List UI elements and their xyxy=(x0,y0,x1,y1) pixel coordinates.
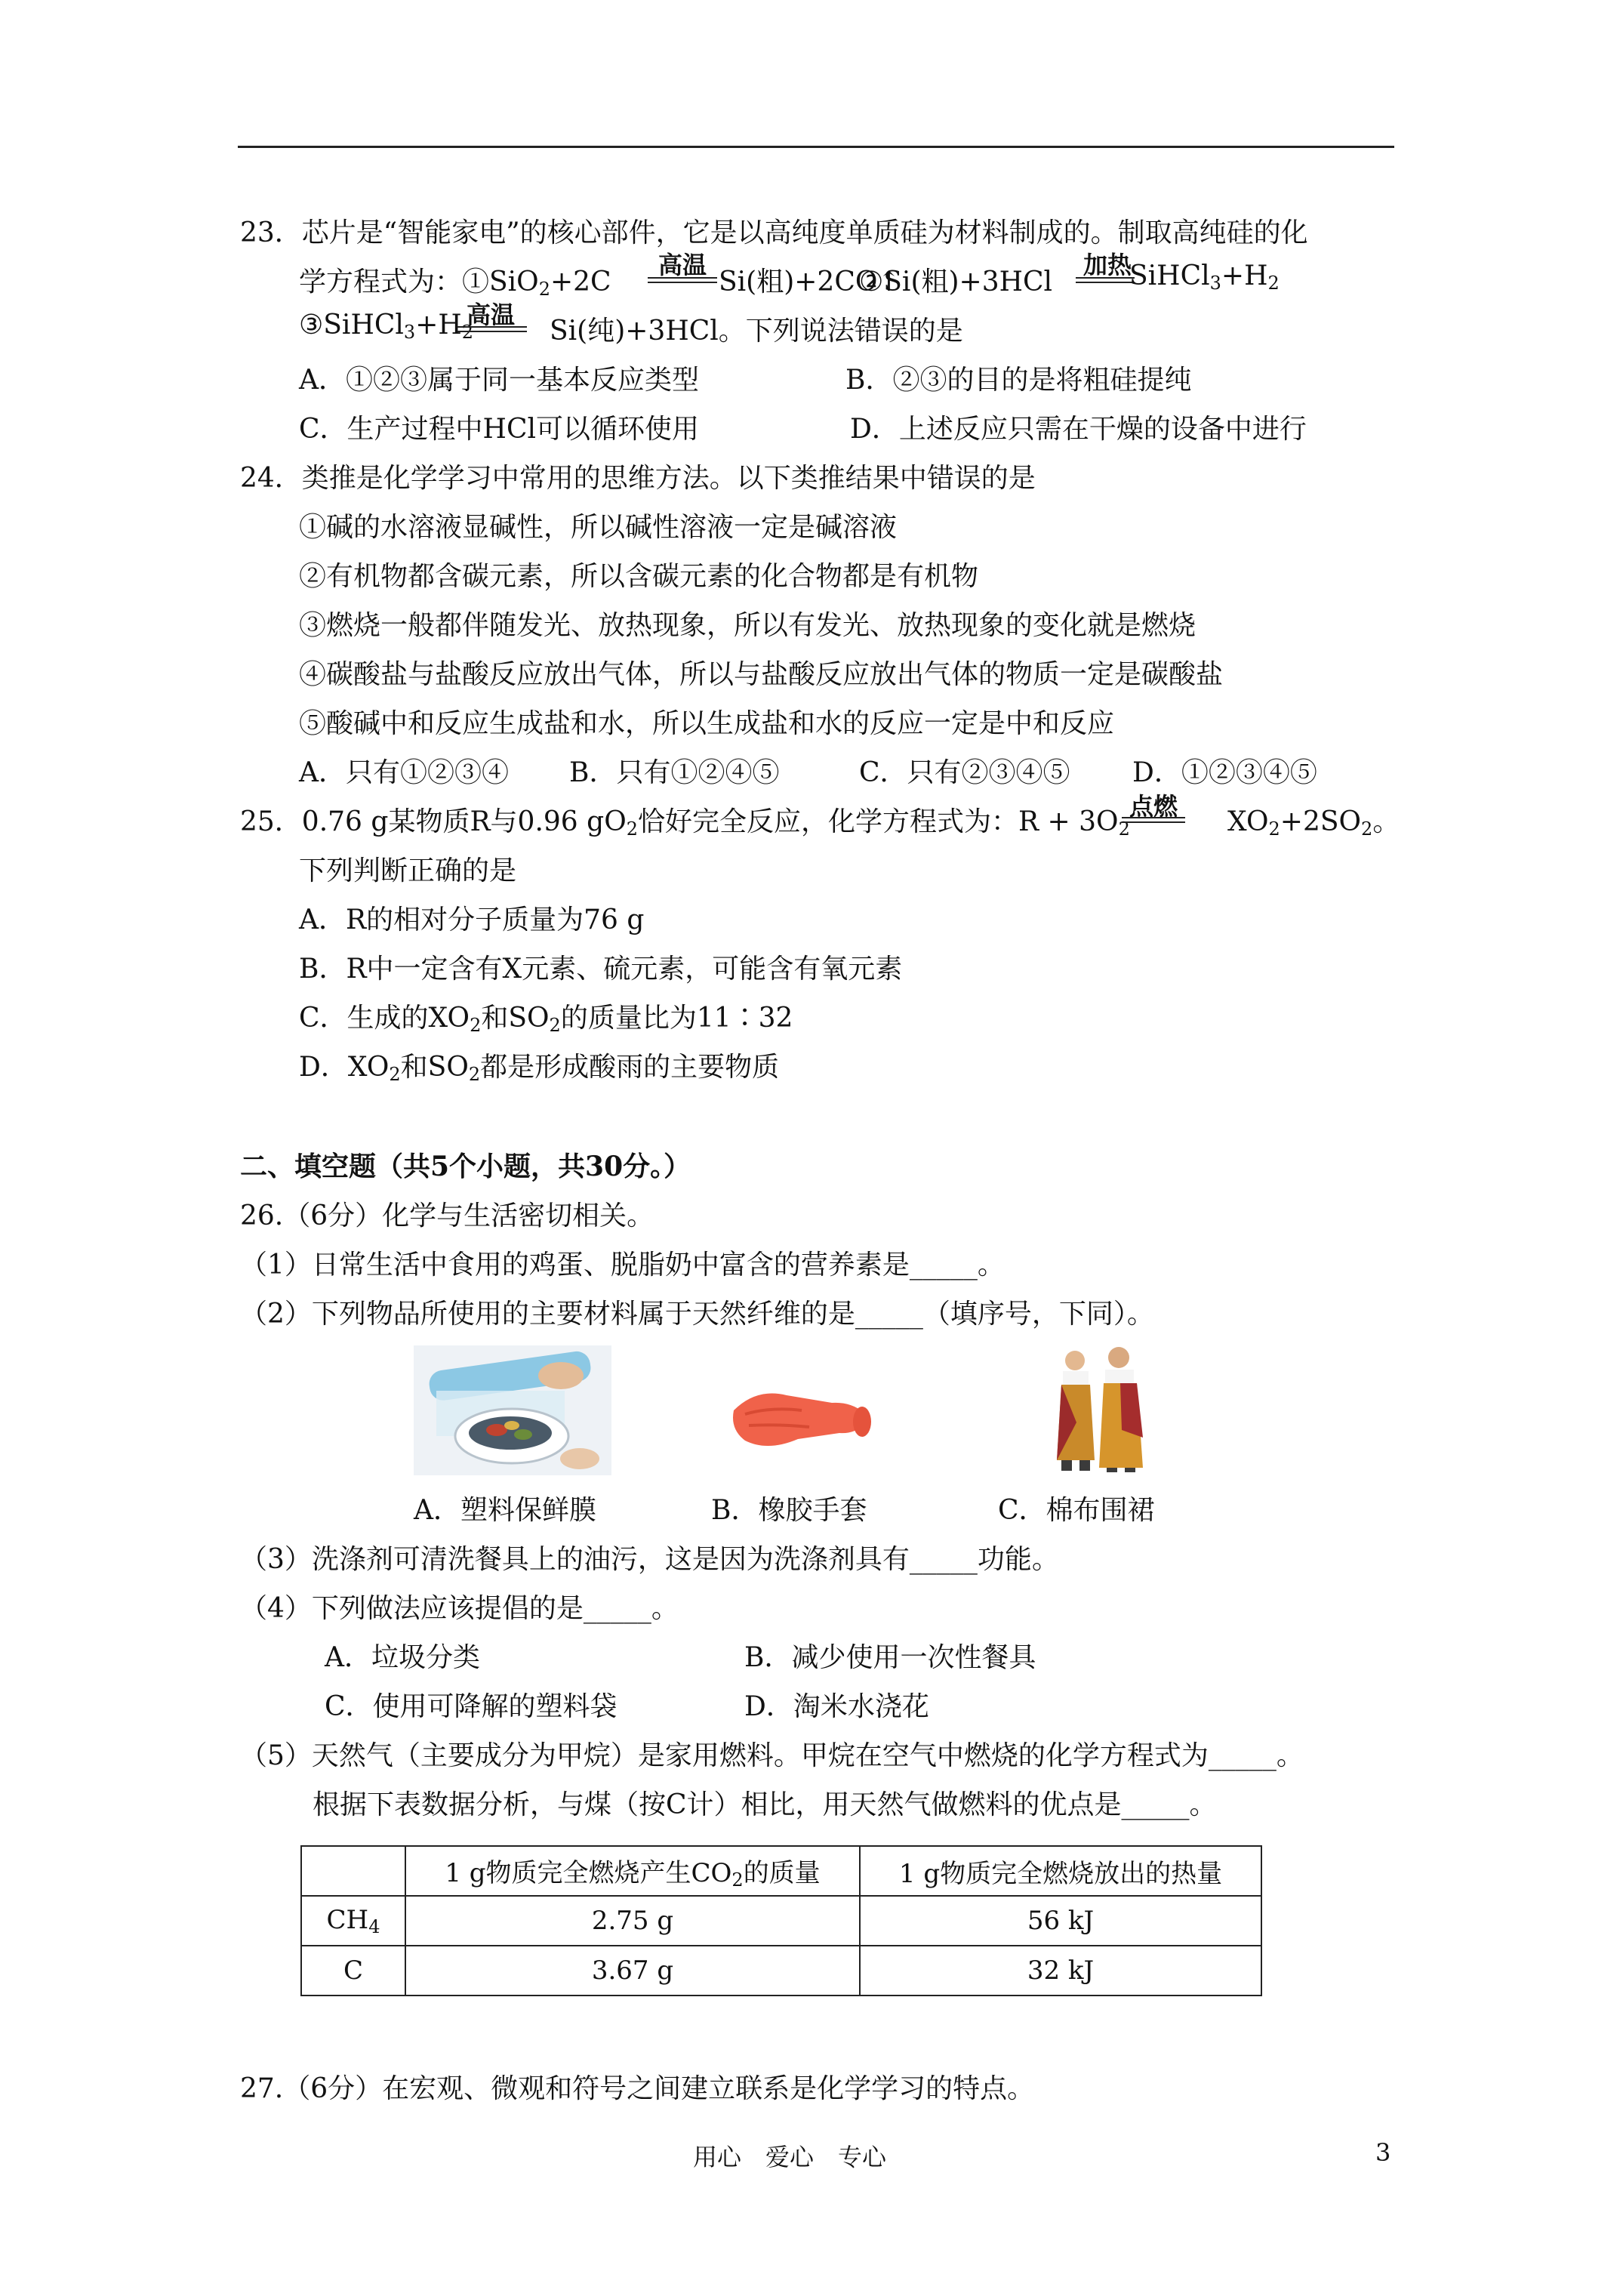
q25-condition: 点燃 xyxy=(1129,792,1178,821)
caption-c: C．棉布围裙 xyxy=(998,1495,1155,1526)
q23-eq3-reactants: $③SiHCl_3+H_2$ xyxy=(299,310,474,343)
q26-part-2: （2）下列物品所使用的主要材料属于天然纤维的是_____（填序号，下同）。 xyxy=(240,1299,1154,1330)
q26-part-4: （4）下列做法应该提倡的是_____。 xyxy=(240,1593,679,1624)
q25-products: $XO_2+2SO_2$。 xyxy=(1227,806,1400,840)
q23-eq2-condition: 加热 xyxy=(1083,251,1132,279)
table-header-heat: 1 g物质完全燃烧放出的热量 xyxy=(860,1846,1261,1896)
table-cell-ch4-co2: 2.75 g xyxy=(405,1896,860,1946)
q23-eq1-products: Si(粗)+2CO↑ xyxy=(719,267,901,297)
q24-item-1: ①碱的水溶液显碱性，所以碱性溶液一定是碱溶液 xyxy=(299,512,898,543)
table-cell-ch4: $CH_4$ xyxy=(301,1896,405,1946)
rubber-glove-image xyxy=(726,1380,879,1462)
caption-b: B．橡胶手套 xyxy=(711,1495,867,1526)
q26-stem: 26.（6分）化学与生活密切相关。 xyxy=(240,1200,654,1231)
q26-part-5-line1: （5）天然气（主要成分为甲烷）是家用燃料。甲烷在空气中燃烧的化学方程式为_____。 xyxy=(240,1740,1304,1771)
table-header-co2: 1 g物质完全燃烧产生$CO_2$的质量 xyxy=(405,1846,860,1896)
table-row xyxy=(301,1896,1261,1946)
section-2-heading: 二、填空题（共5个小题，共30分。） xyxy=(240,1151,691,1182)
q23-eq3-products: Si(纯)+3HCl。下列说法错误的是 xyxy=(550,316,963,347)
q25-option-d: D．$XO_2$和$SO_2$都是形成酸雨的主要物质 xyxy=(299,1052,780,1085)
q27-stem: 27.（6分）在宏观、微观和符号之间建立联系是化学学习的特点。 xyxy=(240,2073,1035,2104)
table-cell-c: C xyxy=(301,1946,405,1996)
q26-part-1: （1）日常生活中食用的鸡蛋、脱脂奶中富含的营养素是_____。 xyxy=(240,1250,1005,1281)
q25-line2: 下列判断正确的是 xyxy=(299,855,517,886)
q26-part-4-option-c: C．使用可降解的塑料袋 xyxy=(325,1691,617,1722)
q26-part-4-option-a: A．垃圾分类 xyxy=(325,1642,480,1673)
q23-eq2-equals xyxy=(1076,277,1135,283)
q24-item-2: ②有机物都含碳元素，所以含碳元素的化合物都是有机物 xyxy=(299,561,979,592)
plastic-wrap-image xyxy=(414,1345,611,1475)
q23-option-a: A．①②③属于同一基本反应类型 xyxy=(299,365,699,396)
table-cell-c-co2: 3.67 g xyxy=(405,1946,860,1996)
caption-a: A．塑料保鲜膜 xyxy=(414,1495,596,1526)
q25-option-b: B．R中一定含有X元素、硫元素，可能含有氧元素 xyxy=(299,954,903,985)
combustion-data-table xyxy=(300,1845,1262,1996)
q23-eq3-condition: 高温 xyxy=(467,300,516,329)
q23-eq1-condition: 高温 xyxy=(658,251,707,279)
cotton-apron-image xyxy=(1046,1347,1150,1472)
table-cell-ch4-heat: 56 kJ xyxy=(860,1896,1261,1946)
table-header-row xyxy=(301,1846,1261,1896)
q24-option-c: C．只有②③④⑤ xyxy=(859,757,1070,788)
q24-stem: 24．类推是化学学习中常用的思维方法。以下类推结果中错误的是 xyxy=(240,463,1036,494)
q25-option-c: C．生成的$XO_2$和$SO_2$的质量比为11∶32 xyxy=(299,1003,793,1036)
q23-option-c: C．生产过程中HCl可以循环使用 xyxy=(299,414,699,445)
table-header-empty xyxy=(301,1846,405,1896)
page-number: 3 xyxy=(1375,2138,1391,2167)
q23-eq3-equals xyxy=(457,326,527,332)
q23-option-b: B．②③的目的是将粗硅提纯 xyxy=(845,365,1192,396)
q23-eq2-products: $SiHCl_3+H_2$ xyxy=(1129,260,1280,294)
q23-stem: 23．芯片是“智能家电”的核心部件，它是以高纯度单质硅为材料制成的。制取高纯硅的化 xyxy=(240,217,1308,248)
footer-motto: 用心 爱心 专心 xyxy=(693,2143,887,2171)
q24-option-b: B．只有①②④⑤ xyxy=(569,757,780,788)
q24-item-5: ⑤酸碱中和反应生成盐和水，所以生成盐和水的反应一定是中和反应 xyxy=(299,708,1115,739)
q25-stem: 25．0.76 g某物质R与0.96 $gO_2$恰好完全反应，化学方程式为：$R + 3O_2$ xyxy=(240,806,1130,840)
table-cell-c-heat: 32 kJ xyxy=(860,1946,1261,1996)
q24-option-a: A．只有①②③④ xyxy=(299,757,509,788)
q23-eq2-reactants: ②Si(粗)+3HCl xyxy=(859,267,1053,297)
q26-part-5-line2: 根据下表数据分析，与煤（按C计）相比，用天然气做燃料的优点是_____。 xyxy=(313,1789,1217,1820)
q26-part-4-option-b: B．减少使用一次性餐具 xyxy=(744,1642,1036,1673)
q23-option-d: D．上述反应只需在干燥的设备中进行 xyxy=(850,414,1307,445)
q23-eq1-equals xyxy=(648,277,717,283)
header-rule xyxy=(238,146,1394,148)
table-row xyxy=(301,1946,1261,1996)
q24-item-4: ④碳酸盐与盐酸反应放出气体，所以与盐酸反应放出气体的物质一定是碳酸盐 xyxy=(299,659,1224,690)
q24-option-d: D．①②③④⑤ xyxy=(1132,757,1317,788)
q25-option-a: A．R的相对分子质量为76 g xyxy=(299,905,645,935)
q26-part-4-option-d: D．淘米水浇花 xyxy=(744,1691,929,1722)
q26-part-3: （3）洗涤剂可清洗餐具上的油污，这是因为洗涤剂具有_____功能。 xyxy=(240,1544,1059,1575)
q25-equals xyxy=(1122,817,1185,823)
q23-eq-prefix: 学方程式为：①SiO$_2$+2C xyxy=(299,267,611,300)
q24-item-3: ③燃烧一般都伴随发光、放热现象，所以有发光、放热现象的变化就是燃烧 xyxy=(299,610,1196,641)
